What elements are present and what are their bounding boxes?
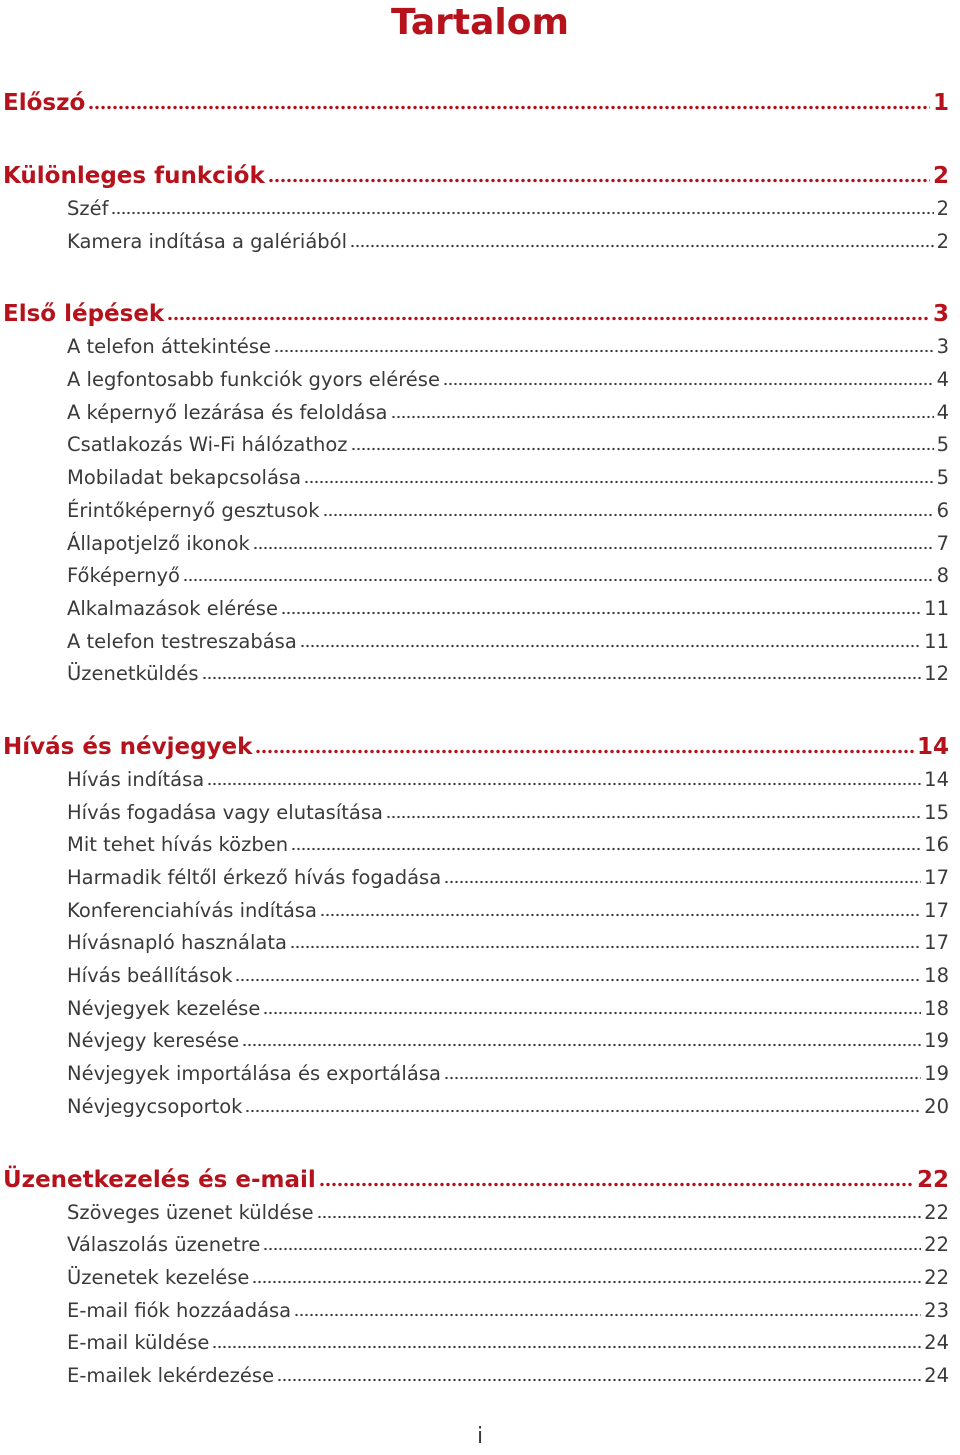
dot-leader <box>291 832 921 852</box>
dot-leader <box>323 497 934 517</box>
toc-entry-title: Névjegyek kezelése <box>67 996 261 1020</box>
toc-entry-3-8[interactable] <box>3 1025 949 1058</box>
toc-entry-title: Alkalmazások elérése <box>67 596 278 620</box>
toc-page-number: 14 <box>916 733 949 760</box>
dot-leader <box>350 228 934 248</box>
dot-leader <box>111 196 933 216</box>
dot-leader <box>255 731 914 754</box>
dot-leader <box>263 1232 921 1252</box>
toc-entry-3-5[interactable] <box>3 927 949 960</box>
toc-entry-4-3[interactable] <box>3 1295 949 1328</box>
toc-section <box>3 297 949 691</box>
toc-entry-2-10[interactable] <box>3 658 949 691</box>
toc-page-number: 12 <box>924 662 949 686</box>
toc-entry-4-0[interactable] <box>3 1197 949 1230</box>
toc-page-number: 22 <box>924 1265 949 1289</box>
toc-entry-title: Üzenetküldés <box>67 662 199 686</box>
toc-entry-4-2[interactable] <box>3 1262 949 1295</box>
toc-entry-2-8[interactable] <box>3 593 949 626</box>
toc-section <box>3 730 949 1124</box>
toc-chapter-1[interactable] <box>3 159 949 193</box>
dot-leader <box>242 1028 921 1048</box>
toc-entry-3-4[interactable] <box>3 895 949 928</box>
toc-entry-2-5[interactable] <box>3 495 949 528</box>
toc-entry-4-4[interactable] <box>3 1327 949 1360</box>
toc-entry-title: Harmadik féltől érkező hívás fogadása <box>67 866 442 889</box>
toc-page-number: 5 <box>936 466 949 490</box>
toc-entry-title: Első lépések <box>3 301 165 328</box>
toc-page-number: 17 <box>924 898 949 922</box>
dot-leader <box>252 1264 921 1284</box>
dot-leader <box>88 87 930 110</box>
toc-entry-4-5[interactable] <box>3 1360 949 1393</box>
toc-page-number: 11 <box>924 629 949 653</box>
toc-entry-3-0[interactable] <box>3 764 949 797</box>
toc-entry-title: Üzenetek kezelése <box>67 1265 250 1289</box>
page-number: i <box>476 1424 484 1449</box>
toc-entry-title: E-mailek lekérdezése <box>67 1363 275 1387</box>
toc-entry-title: Hívás fogadása vagy elutasítása <box>67 800 383 824</box>
page-title: Tartalom <box>390 2 570 43</box>
toc-entry-title: Előszó <box>3 90 86 116</box>
dot-leader <box>444 1061 921 1081</box>
toc-chapter-4[interactable] <box>3 1163 949 1197</box>
toc-entry-title: Kamera indítása a galériából <box>67 229 348 253</box>
toc-chapter-0[interactable] <box>3 86 949 120</box>
toc-entry-title: Hívásnapló használata <box>67 931 287 955</box>
toc-entry-3-2[interactable] <box>3 829 949 862</box>
dot-leader <box>281 595 921 615</box>
dot-leader <box>253 530 934 550</box>
toc-entry-4-1[interactable] <box>3 1229 949 1262</box>
toc-page-number: 2 <box>932 163 949 189</box>
toc-entry-title: A képernyő lezárása és feloldása <box>67 400 388 424</box>
toc-entry-2-2[interactable] <box>3 397 949 430</box>
dot-leader <box>263 995 921 1015</box>
toc-entry-title: Széf <box>67 197 109 220</box>
toc-page-number: 23 <box>924 1298 949 1322</box>
toc-page-number: 14 <box>924 767 949 791</box>
toc-page-number: 24 <box>924 1363 949 1387</box>
toc-entry-title: Szöveges üzenet küldése <box>67 1200 314 1224</box>
toc-entry-title: Főképernyő <box>67 564 180 588</box>
dot-leader <box>183 563 934 583</box>
toc-page-number: 18 <box>924 996 949 1020</box>
toc-entry-title: Állapotjelző ikonok <box>67 531 250 555</box>
dot-leader <box>300 628 921 648</box>
toc-entry-title: Konferenciahívás indítása <box>67 898 317 922</box>
table-of-contents <box>3 86 949 1432</box>
toc-entry-title: Válaszolás üzenetre <box>67 1233 261 1257</box>
toc-entry-title: A telefon áttekintése <box>67 335 272 359</box>
toc-entry-3-9[interactable] <box>3 1058 949 1091</box>
toc-entry-title: Névjegyek importálása és exportálása <box>67 1062 441 1086</box>
toc-entry-title: Különleges funkciók <box>3 163 265 189</box>
toc-page-number: 5 <box>936 433 949 457</box>
toc-section <box>3 159 949 258</box>
toc-page-number: 3 <box>936 335 949 359</box>
dot-leader <box>351 432 934 452</box>
toc-entry-2-6[interactable] <box>3 528 949 561</box>
dot-leader <box>317 1199 922 1219</box>
toc-entry-title: Üzenetkezelés és e-mail <box>3 1166 316 1193</box>
toc-page-number: 4 <box>936 400 949 424</box>
toc-page-number: 19 <box>924 1029 949 1053</box>
toc-page-number: 3 <box>932 301 949 328</box>
toc-page-number: 17 <box>924 931 949 955</box>
toc-entry-title: A legfontosabb funkciók gyors elérése <box>67 368 440 392</box>
toc-entry-3-10[interactable] <box>3 1091 949 1124</box>
toc-page-number: 8 <box>936 564 949 588</box>
toc-page-number: 19 <box>924 1062 949 1086</box>
toc-entry-1-0[interactable] <box>3 193 949 226</box>
toc-entry-2-3[interactable] <box>3 429 949 462</box>
toc-page-number: 22 <box>916 1166 949 1193</box>
toc-entry-title: Érintőképernyő gesztusok <box>67 498 320 522</box>
toc-entry-title: Hívás és névjegyek <box>3 733 253 760</box>
dot-leader <box>167 298 930 321</box>
toc-entry-3-7[interactable] <box>3 993 949 1026</box>
toc-entry-title: Névjegy keresése <box>67 1029 240 1053</box>
dot-leader <box>391 399 934 419</box>
toc-page-number: 18 <box>924 964 949 988</box>
toc-page-number: 7 <box>936 531 949 555</box>
toc-page-number: 6 <box>936 498 949 522</box>
toc-entry-title: Mobiladat bekapcsolása <box>67 466 302 490</box>
toc-entry-2-0[interactable] <box>3 331 949 364</box>
toc-page-number: 1 <box>932 90 949 116</box>
dot-leader <box>444 865 921 885</box>
toc-page-number: 20 <box>924 1094 949 1118</box>
dot-leader <box>274 334 934 354</box>
toc-entry-title: E-mail küldése <box>67 1331 210 1355</box>
toc-entry-3-3[interactable] <box>3 862 949 895</box>
toc-entry-title: Hívás beállítások <box>67 964 233 988</box>
toc-entry-title: A telefon testreszabása <box>67 629 297 653</box>
dot-leader <box>294 1297 921 1317</box>
toc-entry-title: Mit tehet hívás közben <box>67 833 289 857</box>
dot-leader <box>268 160 930 183</box>
toc-entry-title: Névjegycsoportok <box>67 1094 243 1118</box>
dot-leader <box>235 963 921 983</box>
toc-section <box>3 86 949 120</box>
toc-entry-3-1[interactable] <box>3 797 949 830</box>
toc-chapter-3[interactable] <box>3 730 949 764</box>
toc-entry-2-9[interactable] <box>3 626 949 659</box>
dot-leader <box>277 1362 921 1382</box>
dot-leader <box>207 766 921 786</box>
toc-chapter-2[interactable] <box>3 297 949 331</box>
toc-page-number: 11 <box>924 596 949 620</box>
toc-entry-2-4[interactable] <box>3 462 949 495</box>
toc-page-number: 22 <box>924 1200 949 1224</box>
toc-page-number: 2 <box>936 197 949 220</box>
dot-leader <box>386 799 921 819</box>
toc-entry-2-7[interactable] <box>3 560 949 593</box>
toc-page-number: 15 <box>924 800 949 824</box>
toc-entry-title: E-mail fiók hozzáadása <box>67 1298 292 1322</box>
dot-leader <box>202 661 922 681</box>
toc-page-number: 22 <box>924 1233 949 1257</box>
dot-leader <box>320 897 921 917</box>
toc-entry-title: Hívás indítása <box>67 767 205 791</box>
dot-leader <box>212 1330 921 1350</box>
dot-leader <box>245 1093 921 1113</box>
dot-leader <box>319 1164 914 1187</box>
toc-entry-2-1[interactable] <box>3 364 949 397</box>
toc-entry-3-6[interactable] <box>3 960 949 993</box>
dot-leader <box>290 930 921 950</box>
toc-section <box>3 1163 949 1393</box>
toc-page-number: 2 <box>936 229 949 253</box>
toc-page-number: 17 <box>924 866 949 889</box>
toc-page-number: 4 <box>936 368 949 392</box>
toc-entry-title: Csatlakozás Wi-Fi hálózathoz <box>67 433 348 457</box>
toc-page-number: 16 <box>924 833 949 857</box>
toc-entry-1-1[interactable] <box>3 226 949 259</box>
toc-page-number: 24 <box>924 1331 949 1355</box>
dot-leader <box>443 367 934 387</box>
dot-leader <box>304 465 934 485</box>
